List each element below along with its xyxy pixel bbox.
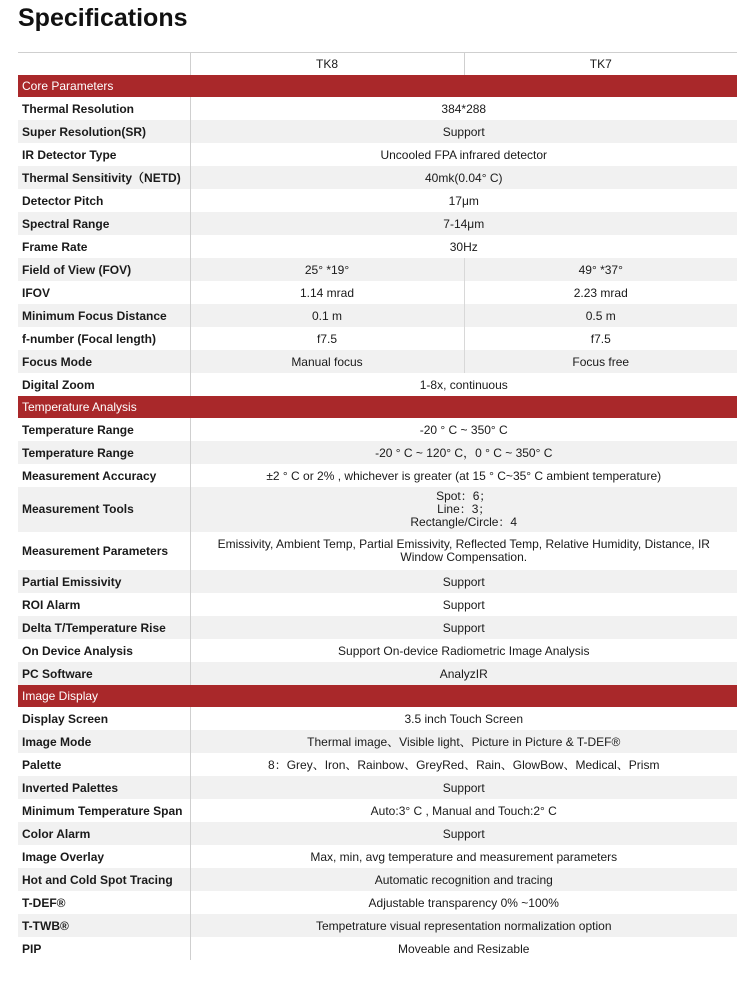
table-row (18, 120, 737, 143)
table-row (18, 753, 737, 776)
row-value: Max, min, avg temperature and measurement parameters (310, 849, 618, 864)
row-value: Automatic recognition and tracing (190, 868, 737, 891)
row-value: Support On-device Radiometric Image Analysis (338, 643, 590, 658)
row-value-line: Spot：6； (436, 489, 492, 503)
row-label: Display Screen (18, 707, 190, 730)
row-value-tk8: Manual focus (190, 350, 464, 373)
row-label: Delta T/Temperature Rise (18, 616, 190, 639)
row-value: Moveable and Resizable (398, 941, 530, 956)
row-label: PC Software (18, 662, 190, 685)
row-value: Tempetrature visual representation normalization option (190, 914, 737, 937)
row-label: Measurement Tools (18, 487, 190, 532)
row-label: Temperature Range (18, 418, 190, 441)
row-value (190, 487, 737, 532)
table-row (18, 776, 737, 799)
table-row (18, 487, 737, 532)
table-row (18, 799, 737, 822)
table-row (18, 143, 737, 166)
row-value-tk8: 0.1 m (190, 304, 464, 327)
row-value: Auto:3° C , Manual and Touch:2° C (370, 803, 557, 818)
row-value: Support (442, 597, 485, 612)
table-row (18, 258, 737, 281)
row-label: Frame Rate (18, 235, 190, 258)
column-header-tk7: TK7 (464, 53, 737, 76)
table-row (18, 464, 737, 487)
row-value: AnalyzIR (190, 662, 737, 685)
row-label: Minimum Focus Distance (18, 304, 190, 327)
row-label: Image Mode (18, 730, 190, 753)
row-label: Super Resolution(SR) (18, 120, 190, 143)
row-label: Measurement Parameters (18, 532, 190, 570)
row-value-line: Window Compensation. (400, 550, 528, 564)
table-row (18, 350, 737, 373)
row-label: IR Detector Type (18, 143, 190, 166)
table-row (18, 441, 737, 464)
row-value: -20 ° C ~ 350° C (419, 422, 508, 437)
row-label: Minimum Temperature Span (18, 799, 190, 822)
table-row (18, 97, 737, 120)
row-value: Support (190, 776, 737, 799)
table-row (18, 730, 737, 753)
table-row (18, 616, 737, 639)
section-title: Core Parameters (18, 75, 737, 97)
row-value-line: Rectangle/Circle：4 (410, 515, 518, 529)
section-header-temperature-analysis (18, 396, 737, 418)
table-row (18, 304, 737, 327)
row-value: Support (190, 822, 737, 845)
table-row (18, 166, 737, 189)
row-value: 17μm (448, 193, 479, 208)
table-row (18, 891, 737, 914)
table-row (18, 845, 737, 868)
section-header-image-display (18, 685, 737, 707)
row-label: T-TWB® (18, 914, 190, 937)
row-value: 384*288 (441, 101, 487, 116)
table-row (18, 822, 737, 845)
row-label: Inverted Palettes (18, 776, 190, 799)
row-value-tk8: f7.5 (190, 327, 464, 350)
row-label: Field of View (FOV) (18, 258, 190, 281)
row-label: On Device Analysis (18, 639, 190, 662)
table-row (18, 373, 737, 396)
table-row (18, 914, 737, 937)
table-row (18, 327, 737, 350)
header-blank (18, 53, 190, 76)
row-label: T-DEF® (18, 891, 190, 914)
table-row (18, 532, 737, 570)
table-row (18, 281, 737, 304)
row-value: Support (190, 120, 737, 143)
table-row (18, 212, 737, 235)
row-value-tk7: 49° *37° (464, 258, 737, 281)
row-value: 40mk(0.04° C) (190, 166, 737, 189)
specifications-table (18, 52, 737, 960)
section-title: Image Display (18, 685, 737, 707)
row-value-tk8: 25° *19° (190, 258, 464, 281)
row-value: Thermal image、Visible light、Picture in Picture & T-DEF® (190, 730, 737, 753)
row-value: 8：Grey、Iron、Rainbow、GreyRed、Rain、GlowBow、Medical、Prism (268, 757, 660, 772)
row-label: ROI Alarm (18, 593, 190, 616)
row-value: ±2 ° C or 2% , whichever is greater (at 15 ° C~35° C ambient temperature) (266, 468, 662, 483)
row-label: f-number (Focal length) (18, 327, 190, 350)
row-label: Image Overlay (18, 845, 190, 868)
row-value-tk7: Focus free (464, 350, 737, 373)
row-label: Partial Emissivity (18, 570, 190, 593)
row-value: Uncooled FPA infrared detector (380, 147, 548, 162)
row-value: 3.5 inch Touch Screen (404, 711, 524, 726)
row-value (190, 532, 737, 570)
column-header-tk8: TK8 (190, 53, 464, 76)
row-label: Focus Mode (18, 350, 190, 373)
row-label: PIP (18, 937, 190, 960)
row-label: Thermal Resolution (18, 97, 190, 120)
table-header-row (18, 53, 737, 76)
row-label: Spectral Range (18, 212, 190, 235)
table-row (18, 639, 737, 662)
row-value: -20 ° C ~ 120° C，0 ° C ~ 350° C (190, 441, 737, 464)
row-label: Temperature Range (18, 441, 190, 464)
row-label: IFOV (18, 281, 190, 304)
table-row (18, 189, 737, 212)
row-label: Color Alarm (18, 822, 190, 845)
row-label: Hot and Cold Spot Tracing (18, 868, 190, 891)
row-value-tk7: 2.23 mrad (573, 285, 628, 300)
section-header-core-parameters (18, 75, 737, 97)
row-value: 7-14μm (190, 212, 737, 235)
row-label: Detector Pitch (18, 189, 190, 212)
row-value-line: Line：3； (437, 502, 491, 516)
row-value-tk8: 1.14 mrad (190, 281, 464, 304)
row-value: 1-8x, continuous (419, 377, 508, 392)
row-label: Thermal Sensitivity（NETD) (18, 166, 190, 189)
page-title: Specifications (18, 4, 188, 32)
row-label: Measurement Accuracy (18, 464, 190, 487)
table-row (18, 937, 737, 960)
row-value-tk7: f7.5 (590, 331, 611, 346)
row-value: Support (190, 570, 737, 593)
row-value: 30Hz (449, 239, 478, 254)
row-value-tk7: 0.5 m (464, 304, 737, 327)
row-value: Adjustable transparency 0% ~100% (368, 895, 559, 910)
row-value: Support (190, 616, 737, 639)
table-row (18, 418, 737, 441)
table-row (18, 707, 737, 730)
row-value-line: Emissivity, Ambient Temp, Partial Emissivity, Reflected Temp, Relative Humidity, Distance, IR (217, 537, 710, 551)
section-title: Temperature Analysis (18, 396, 737, 418)
table-row (18, 570, 737, 593)
table-row (18, 662, 737, 685)
row-label: Digital Zoom (18, 373, 190, 396)
table-row (18, 868, 737, 891)
table-row (18, 235, 737, 258)
table-row (18, 593, 737, 616)
row-label: Palette (18, 753, 190, 776)
